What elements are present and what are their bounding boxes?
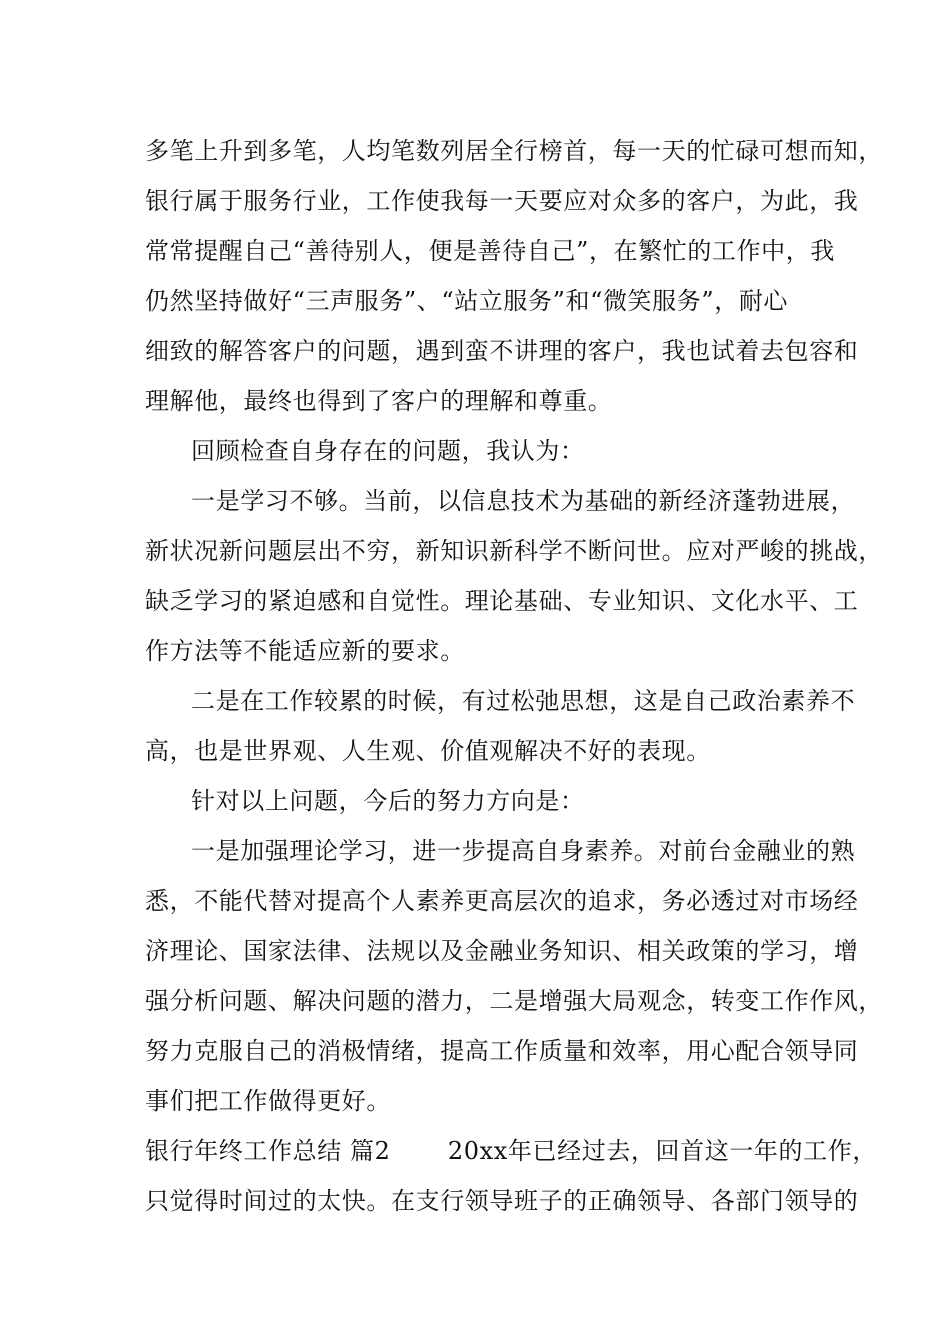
text-line: 仍然坚持做好“三声服务”、“站立服务”和“微笑服务”，耐心 [145, 287, 789, 315]
text-line: 多笔上升到多笔，人均笔数列居全行榜首，每一天的忙碌可想而知， [145, 137, 883, 165]
text-line: 细致的解答客户的问题，遇到蛮不讲理的客户，我也试着去包容和 [145, 337, 859, 365]
text-line: 二是在工作较累的时候，有过松弛思想，这是自己政治素养不 [191, 687, 856, 715]
text-line: 银行属于服务行业，工作使我每一天要应对众多的客户，为此，我 [145, 187, 859, 215]
section-heading-line: 银行年终工作总结 篇2 20xx年已经过去，回首这一年的工作， [145, 1137, 877, 1165]
text-line: 缺乏学习的紧迫感和自觉性。理论基础、专业知识、文化水平、工 [145, 587, 859, 615]
text-line: 事们把工作做得更好。 [145, 1087, 391, 1115]
text-line: 努力克服自己的消极情绪，提高工作质量和效率，用心配合领导同 [145, 1037, 859, 1065]
text-line: 作方法等不能适应新的要求。 [145, 637, 465, 665]
text-line: 济理论、国家法律、法规以及金融业务知识、相关政策的学习，增 [145, 937, 859, 965]
text-line: 强分析问题、解决问题的潜力，二是增强大局观念，转变工作作风， [145, 987, 883, 1015]
text-line: 悉，不能代替对提高个人素养更高层次的追求，务必透过对市场经 [145, 887, 859, 915]
text-line: 只觉得时间过的太快。在支行领导班子的正确领导、各部门领导的 [145, 1187, 859, 1215]
text-line: 新状况新问题层出不穷，新知识新科学不断问世。应对严峻的挑战， [145, 537, 883, 565]
text-line: 理解他，最终也得到了客户的理解和尊重。 [145, 387, 613, 415]
text-line: 回顾检查自身存在的问题，我认为： [191, 437, 585, 465]
text-line: 针对以上问题，今后的努力方向是： [191, 787, 585, 815]
text-line: 一是学习不够。当前，以信息技术为基础的新经济蓬勃进展， [191, 487, 856, 515]
text-line: 高，也是世界观、人生观、价值观解决不好的表现。 [145, 737, 711, 765]
text-line: 常常提醒自己“善待别人，便是善待自己”，在繁忙的工作中，我 [145, 237, 835, 265]
text-line: 一是加强理论学习，进一步提高自身素养。对前台金融业的熟 [191, 837, 856, 865]
